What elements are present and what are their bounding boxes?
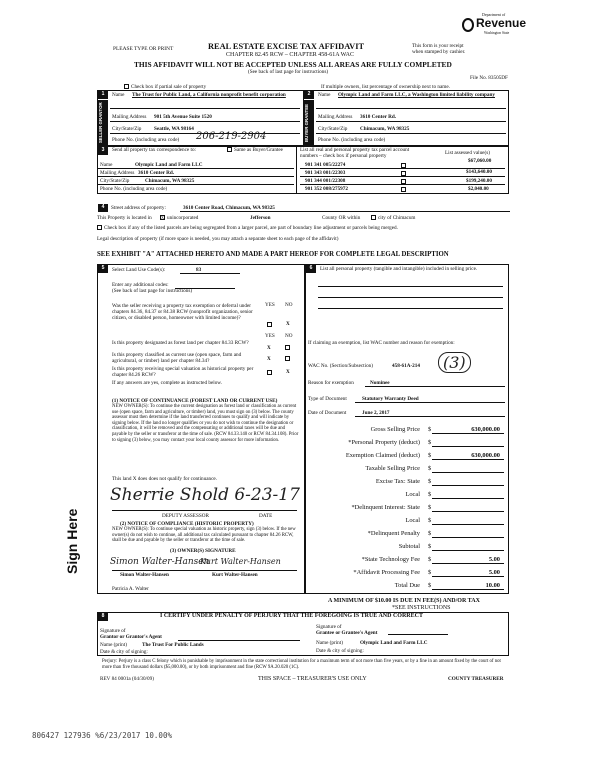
certify-statement: I CERTIFY UNDER PENALTY OF PERJURY THAT THE FOREGOING IS TRUE AND CORRECT	[160, 613, 423, 619]
seller-city: Seattle, WA 98164	[154, 126, 194, 132]
no-header: NO	[285, 302, 293, 308]
question-forest: Is this property designated as forest land per chapter 84.33 RCW?	[112, 340, 249, 346]
tax-row-label: Excise Tax: State	[375, 478, 420, 485]
seller-name: The Trust for Public Land, a California nonprofit benefit corporation	[132, 92, 286, 98]
tax-row-sym: $	[428, 452, 432, 459]
tax-row-sym: $	[428, 478, 432, 485]
question-current-use: Is this property classified as current use (open space, farm and agricultural, or timber) land per chapter 84.34?	[112, 352, 242, 364]
buyer-phone-label: Phone No. (including area code)	[318, 137, 386, 143]
continuance-text: NEW OWNER(S): To continue the current designation as forest land or classification as current use (open space, farm and agriculture, or timber) land, you must sign on (3) below. The county assessor must then determine if the land transferred continues to qualify and will indicate by signing below. If the land no longer qualifies or you do not wish to continue the designation or classification, it will be removed and the compensating or additional taxes will be due and payable by the seller or transferor at the time of sale. (RCW 84.33.140 or RCW 84.34.108). Prior to signing (3) below, you may contact your local county assessor for more information.	[112, 404, 299, 443]
county-or-label: County OR within	[322, 215, 361, 221]
see-back: (See back of last page for instructions)	[248, 69, 329, 75]
dor-logo	[462, 12, 562, 38]
located-in-label: This Property is located in	[97, 215, 152, 221]
street-label: Street address of property:	[111, 205, 166, 211]
tax-row-label: *Personal Property (deduct)	[348, 439, 420, 446]
q1-yes-checkbox[interactable]	[267, 322, 272, 327]
doc-date-label: Date of Document	[308, 410, 347, 416]
tax-correspondence-label: Send all property tax correspondence to:	[112, 147, 196, 153]
tax-row-sym: $	[428, 491, 432, 498]
tax-row-label: *State Technology Fee	[361, 556, 420, 563]
grantor-name-label: Name (print)	[100, 642, 127, 648]
tax-row-sym: $	[428, 465, 432, 472]
partial-sale-checkbox[interactable]	[124, 84, 129, 89]
historic-title: (2) NOTICE OF COMPLIANCE (HISTORIC PROPERTY)	[120, 521, 254, 527]
grantee-agent-label: Grantee or Grantee's Agent	[316, 630, 378, 636]
section-4-number: 4	[98, 204, 108, 212]
if-yes-note: If any answers are yes, complete as instructed below.	[112, 380, 223, 386]
q2-yes-x: X	[267, 345, 271, 351]
receipt-note-1: This form is your receipt	[412, 43, 464, 49]
legal-description-label: Legal description of property (if more space is needed, you may attach a separate sheet to each page of the affidavit)	[97, 236, 339, 242]
type-or-print: PLEASE TYPE OR PRINT	[113, 46, 174, 52]
additional-codes-note: (See back of last page for instructions)	[112, 288, 193, 294]
tax-row-sym: $	[428, 530, 432, 537]
q1-no-x: X	[286, 321, 290, 327]
question-historic: Is this property receiving special valuation as historical property per chapter 84.26 RCW?	[112, 366, 254, 378]
continuance-title: (1) NOTICE OF CONTINUANCE (FOREST LAND OR CURRENT USE)	[112, 398, 278, 404]
grantor-name: The Trust For Public Lands	[142, 642, 204, 648]
parcel-no: 901 344 001/22308	[305, 178, 346, 184]
doc-type-label: Type of Document	[308, 396, 347, 402]
tax-row-label: Taxable Selling Price	[365, 465, 420, 472]
parcel-value: $67,060.00	[468, 158, 492, 164]
tax-row-label: Local	[405, 517, 420, 524]
tax-row-sym: $	[428, 543, 432, 550]
logo-line3: Washington State	[484, 31, 510, 35]
same-as-buyer-label: Same as Buyer/Grantee	[234, 147, 283, 153]
form-chapter: CHAPTER 82.45 RCW – CHAPTER 458-61A WAC	[226, 52, 354, 58]
buyer-mail: 3610 Center Rd.	[360, 114, 397, 120]
tax-row-value: 630,000.00	[471, 426, 500, 433]
owner-print-3: Patricia A. Walter	[112, 586, 149, 592]
partial-sale-label: Check box if partial sale of property	[131, 84, 207, 90]
yes-header: YES	[265, 302, 275, 308]
city-of-label: city of Chimacum	[378, 215, 416, 221]
assessor-signature: Sherrie Shold 6-23-17	[110, 485, 300, 505]
see-instructions-note: *SEE INSTRUCTIONS	[392, 605, 451, 611]
grantee-name: Olympic Land and Farm LLC	[360, 640, 428, 646]
q3-yes-x: X	[267, 356, 271, 362]
tax-row-sym: $	[428, 439, 432, 446]
tax-row-label: Exemption Claimed (deduct)	[345, 452, 420, 459]
s3-mail-label: Mailing Address	[100, 170, 135, 176]
q3-no-checkbox[interactable]	[285, 356, 290, 361]
section-8-number: 8	[98, 613, 108, 621]
buyer-city: Chimacum, WA 98325	[360, 126, 410, 132]
exhibit-a-note: SEE EXHIBIT "A" ATTACHED HERETO AND MADE A PART HEREOF FOR COMPLETE LEGAL DESCRIPTION	[97, 251, 449, 258]
tax-row-label: Gross Selling Price	[370, 426, 420, 433]
doc-date-value: June 2, 2017	[362, 410, 390, 416]
city-checkbox[interactable]	[371, 215, 376, 220]
parcel-value: $199,240.00	[466, 178, 492, 184]
no-header: NO	[285, 333, 293, 339]
wac-number: 458-61A-214	[392, 363, 420, 369]
tax-row-label: Subtotal	[398, 543, 420, 550]
tax-row-sym: $	[428, 569, 432, 576]
tax-row-label: *Delinquent Penalty	[367, 530, 420, 537]
street-address: 3610 Center Road, Chimacum, WA 98325	[183, 205, 275, 211]
tax-row-label: Total Due	[394, 582, 420, 589]
parcel-value: $2,040.00	[468, 186, 489, 192]
reason-label: Reason for exemption	[308, 380, 354, 386]
s3-mail: 3610 Center Rd.	[138, 170, 175, 176]
recording-stamp: 806427 127936 %6/23/2017 10.00%	[32, 731, 172, 740]
q4-no-x: X	[286, 369, 290, 375]
deputy-assessor-label: DEPUTY ASSESSOR	[162, 513, 209, 519]
grantee-sig-label: Signature of	[316, 624, 342, 630]
buyer-city-label: City/State/Zip	[318, 126, 348, 132]
owner-print-2: Kurt Walter-Hansen	[212, 572, 258, 578]
yes-header: YES	[265, 333, 275, 339]
parcel-no: 901 343 001/22303	[305, 170, 346, 176]
grantor-date-label: Date & city of signing:	[100, 649, 148, 655]
tax-row-sym: $	[428, 556, 432, 563]
section-2-number: 2	[304, 91, 314, 99]
logo-line2: Revenue	[476, 16, 527, 30]
s3-city: Chimacum, WA 98325	[145, 178, 195, 184]
q2-no-checkbox[interactable]	[285, 345, 290, 350]
tax-row-value: 10.00	[485, 582, 500, 589]
section-1-number: 1	[98, 91, 108, 99]
seller-name-label: Name	[112, 92, 125, 98]
grantee-date-label: Date & city of signing:	[316, 648, 364, 654]
owner-signature-2[interactable]: Kurt Walter-Hansen	[200, 557, 281, 566]
parcel-header-1: List all real and personal property tax parcel account	[300, 147, 410, 153]
s3-city-label: City/State/Zip	[100, 178, 130, 184]
section-5-number: 5	[98, 265, 108, 273]
file-number: File No. 83505DF	[470, 75, 508, 81]
tax-row-value: 5.00	[488, 556, 500, 563]
buyer-name-label: Name	[318, 92, 331, 98]
form-title: REAL ESTATE EXCISE TAX AFFIDAVIT	[208, 42, 365, 51]
tax-row-sym: $	[428, 517, 432, 524]
seller-mail: 901 5th Avenue Suite 1520	[154, 114, 212, 120]
buyer-side-label: BUYER GRANTEE	[304, 100, 314, 145]
doc-type-value: Statutory Warranty Deed	[362, 396, 419, 402]
parcel-header-2: numbers – check box if personal property	[300, 153, 387, 159]
owner-signature-1[interactable]: Simon Walter-Hansen	[110, 557, 210, 567]
tax-row-sym: $	[428, 504, 432, 511]
tax-row-sym: $	[428, 582, 432, 589]
revision-code: REV 84 0001a (04/30/09)	[100, 676, 154, 682]
seller-phone: 206-219-2904	[196, 131, 267, 142]
assessor-date-label: DATE	[259, 513, 273, 519]
receipt-note-2: when stamped by cashier.	[412, 49, 466, 55]
seller-side-label: SELLER GRANTOR	[98, 100, 108, 145]
parcel-value: $143,640.00	[466, 169, 492, 175]
grantee-name-label: Name (print)	[316, 640, 343, 646]
historic-text: NEW OWNER(S): To continue special valuation as historic property, sign (3) below. If the new owner(s) do not wish to continue, all additional tax calculated pursuant to chapter 84.26 RCW, shall be due and payable by the seller or transferor at the time of sale.	[112, 527, 296, 544]
unincorporated-x: X	[161, 215, 164, 220]
s3-phone-label: Phone No. (including area code)	[100, 186, 168, 192]
buyer-mail-label: Mailing Address	[318, 114, 353, 120]
tax-row-sym: $	[428, 426, 432, 433]
sign-here-tab: Sign Here	[64, 508, 80, 574]
s3-name-label: Name	[100, 162, 113, 168]
seller-city-label: City/State/Zip	[112, 126, 142, 132]
logo-line1: Department of	[482, 12, 506, 17]
owner-signature-title: (3) OWNER(S) SIGNATURE	[170, 548, 236, 554]
grantor-sig-label: Signature of	[100, 628, 126, 634]
reason-value: Nominee	[370, 380, 390, 386]
land-use-label: Select Land Use Code(s):	[112, 267, 166, 273]
perjury-statement: Perjury: Perjury is a class C felony which is punishable by imprisonment in the state correctional institution for a maximum term of not more than five years, or by a fine in an amount fixed by the court of not more than five thousand dollars ($5,000.00), or by both imprisonment and fine (RCW 9A.20.020 (1C).	[102, 659, 501, 670]
personal-property-label: List all personal property (tangible and intangible) included in selling price.	[320, 266, 478, 272]
grantor-agent-label: Grantor or Grantor's Agent	[100, 634, 162, 640]
tax-row-label: *Delinquent Interest: State	[351, 504, 420, 511]
assessed-header: List assessed value(s)	[445, 150, 490, 156]
grantee-signature[interactable]	[388, 618, 448, 635]
additional-codes-label: Enter any additional codes:	[112, 282, 169, 288]
exemption-claim-label: If claiming an exemption, list WAC number and reason for exemption:	[308, 340, 455, 346]
segregated-label: Check box if any of the listed parcels are being segregated from a larger parcel, are part of boundary line adjustment or parcels being merged.	[104, 225, 398, 231]
seller-phone-label: Phone No. (including area code)	[112, 137, 180, 143]
s3-name: Olympic Land and Farm LLC	[135, 162, 203, 168]
land-use-code: 83	[196, 267, 202, 273]
wac-label: WAC No. (Section/Subsection)	[308, 363, 373, 369]
question-exemption: Was the seller receiving a property tax exemption or deferral under chapters 84.36, 84.37 or 84.38 RCW (nonprofit organization, senior citizen, or disabled person, homeowner with limited income)?	[112, 303, 253, 321]
parcel-no: 901 352 008/275972	[305, 186, 348, 192]
form-warning: THIS AFFIDAVIT WILL NOT BE ACCEPTED UNLESS ALL AREAS ARE FULLY COMPLETED	[134, 60, 452, 69]
tax-row-label: Local	[405, 491, 420, 498]
logo-mark-icon	[462, 18, 474, 32]
same-as-buyer-checkbox[interactable]	[227, 147, 232, 152]
county-value: Jefferson	[250, 215, 271, 221]
unincorporated-label: unincorporated	[167, 215, 199, 221]
buyer-name: Olympic Land and Farm LLC, a Washington limited liability company	[338, 92, 495, 98]
seller-mail-label: Mailing Address	[112, 114, 147, 120]
tax-row-value: 630,000.00	[471, 452, 500, 459]
section-6-number: 6	[306, 265, 316, 273]
treasurer-space: THIS SPACE – TREASURER'S USE ONLY	[258, 676, 367, 682]
segregated-checkbox[interactable]	[97, 225, 102, 230]
tax-row-value: 5.00	[488, 569, 500, 576]
minimum-due-note: A MINIMUM OF $10.00 IS DUE IN FEE(S) AND/OR TAX	[328, 598, 480, 604]
parcel-personal-checkbox[interactable]	[401, 187, 406, 192]
wac-subsection-circled: (3)	[438, 352, 471, 373]
tax-row-label: *Affidavit Processing Fee	[353, 569, 420, 576]
parcel-no: 901 341 005/22274	[305, 162, 346, 168]
owner-print-1: Simon Walter-Hansen	[120, 572, 169, 578]
county-treasurer: COUNTY TREASURER	[448, 676, 504, 682]
multiple-owners-note: If multiple owners, list percentage of ownership next to name.	[321, 84, 450, 90]
section-3-number: 3	[98, 147, 108, 155]
qualify-statement: This land X does does not qualify for continuance.	[112, 476, 218, 482]
unincorporated-checkbox[interactable]	[160, 215, 165, 220]
q4-yes-checkbox[interactable]	[267, 370, 272, 375]
